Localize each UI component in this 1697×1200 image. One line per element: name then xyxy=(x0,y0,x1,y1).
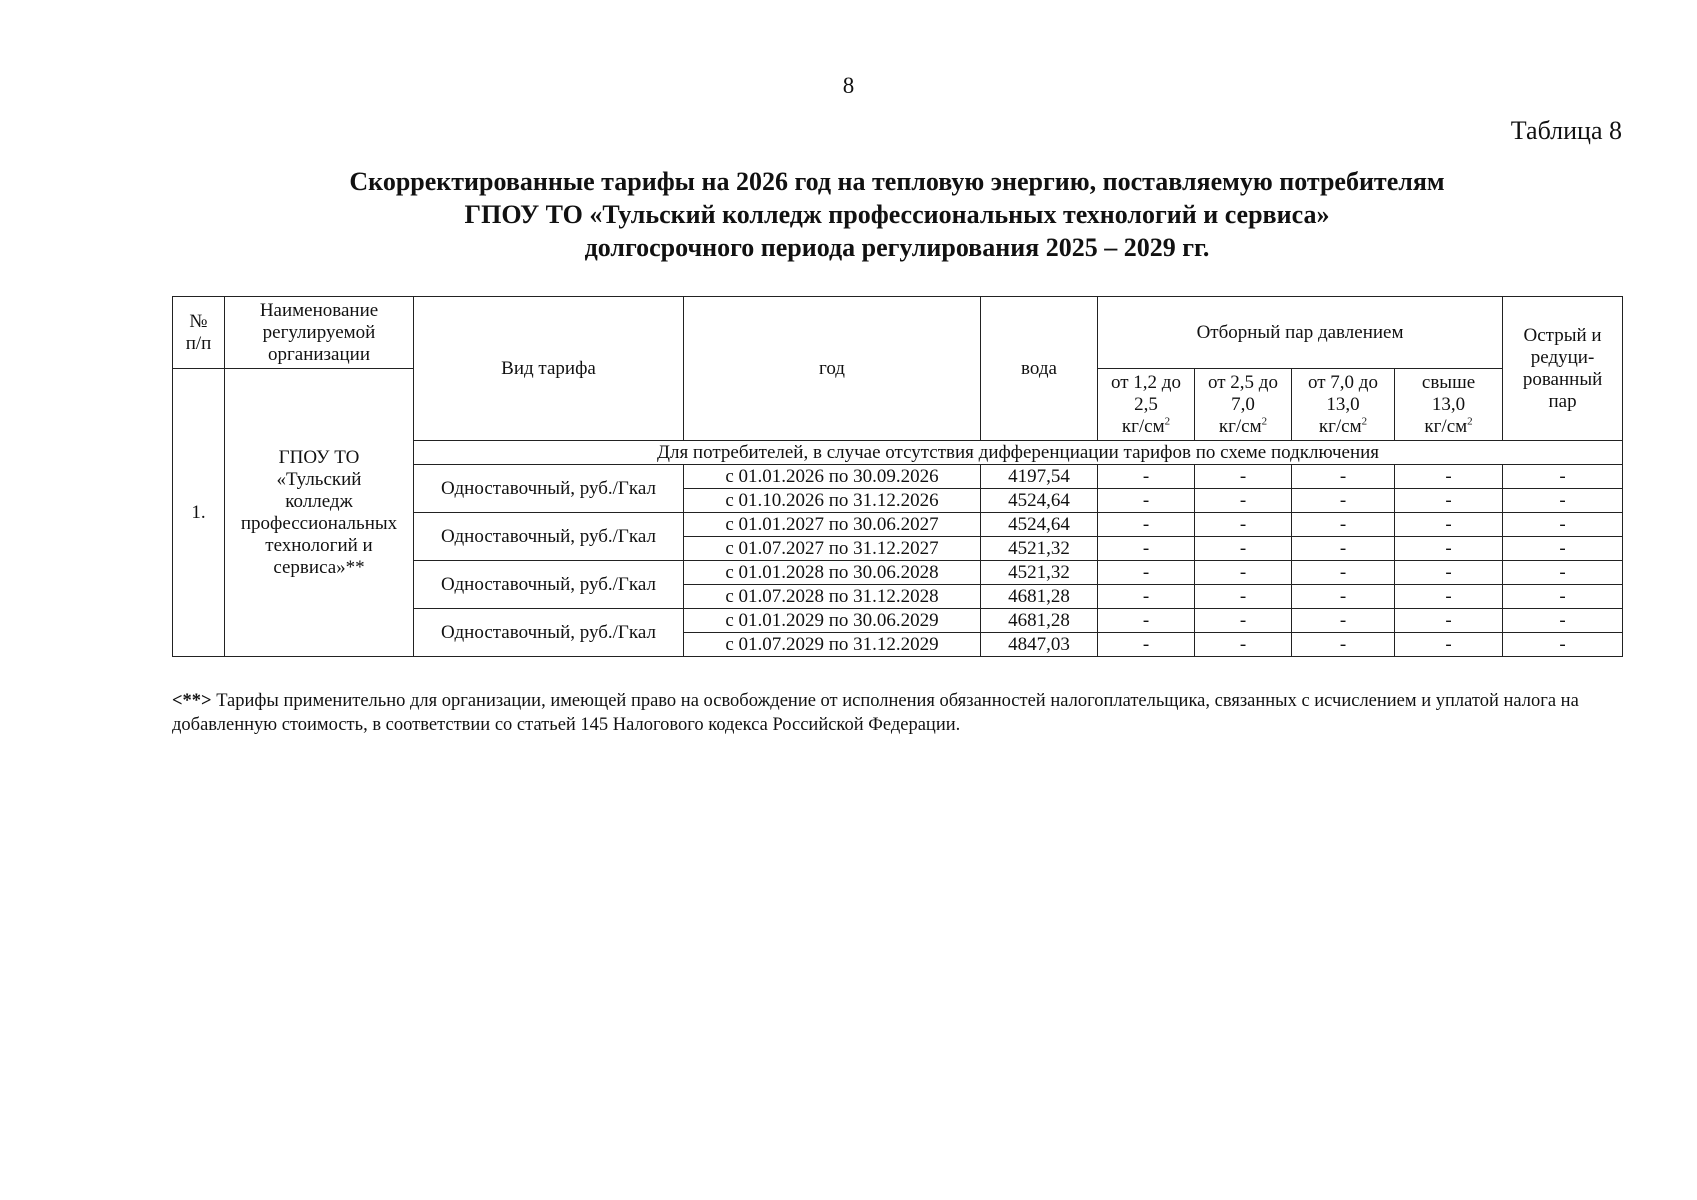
steam-1-cell: - xyxy=(1098,465,1195,489)
sharp-steam-cell: - xyxy=(1503,513,1623,537)
tariff-type-cell: Одноставочный, руб./Гкал xyxy=(414,513,684,561)
steam-2-unit-sup: 2 xyxy=(1261,415,1268,428)
water-cell: 4521,32 xyxy=(981,537,1098,561)
steam-4-cell: - xyxy=(1395,465,1503,489)
steam-4-line-1: свыше xyxy=(1421,371,1476,393)
steam-3-cell: - xyxy=(1292,561,1395,585)
header-org-line-2: регулируемой xyxy=(262,321,376,343)
steam-3-line-3 xyxy=(1295,416,1391,438)
steam-2-line-1: от 2,5 до xyxy=(1208,371,1278,393)
steam-3-line-2: 13,0 xyxy=(1326,393,1360,415)
header-steam-3 xyxy=(1292,369,1395,441)
tariff-type-cell: Одноставочный, руб./Гкал xyxy=(414,561,684,609)
sharp-steam-cell: - xyxy=(1503,609,1623,633)
steam-1-line-3 xyxy=(1101,416,1191,438)
water-cell: 4681,28 xyxy=(981,609,1098,633)
header-sharp-line-3: рованный xyxy=(1522,368,1603,390)
header-org-line-1: Наименование xyxy=(259,299,379,321)
period-cell: с 01.07.2028 по 31.12.2028 xyxy=(684,585,981,609)
water-cell: 4521,32 xyxy=(981,561,1098,585)
tariff-type-cell: Одноставочный, руб./Гкал xyxy=(414,609,684,657)
header-org-line-3: организации xyxy=(267,343,370,365)
steam-1-line-2: 2,5 xyxy=(1134,393,1158,415)
steam-2-cell: - xyxy=(1195,633,1292,657)
sharp-steam-cell: - xyxy=(1503,465,1623,489)
period-cell: с 01.01.2027 по 30.06.2027 xyxy=(684,513,981,537)
steam-2-cell: - xyxy=(1195,609,1292,633)
steam-3-unit-sup: 2 xyxy=(1361,415,1368,428)
steam-4-cell: - xyxy=(1395,561,1503,585)
header-year: год xyxy=(684,297,981,441)
steam-2-line-3 xyxy=(1198,416,1288,438)
page-number: 8 xyxy=(842,73,855,98)
footnote-mark: <**> xyxy=(172,691,212,711)
steam-4-cell: - xyxy=(1395,513,1503,537)
steam-1-unit: кг/см xyxy=(1121,415,1165,437)
header-sharp-line-4: пар xyxy=(1548,390,1577,412)
steam-4-line-2: 13,0 xyxy=(1431,393,1466,415)
sharp-steam-cell: - xyxy=(1503,585,1623,609)
steam-3-cell: - xyxy=(1292,633,1395,657)
steam-3-cell: - xyxy=(1292,609,1395,633)
period-cell: с 01.07.2027 по 31.12.2027 xyxy=(684,537,981,561)
table-label: Таблица 8 xyxy=(1510,116,1622,145)
steam-4-cell: - xyxy=(1395,585,1503,609)
steam-4-unit: кг/см xyxy=(1424,415,1468,437)
water-cell: 4847,03 xyxy=(981,633,1098,657)
water-cell: 4524,64 xyxy=(981,489,1098,513)
steam-4-cell: - xyxy=(1395,489,1503,513)
org-line-2: «Тульский xyxy=(276,468,362,490)
steam-2-cell: - xyxy=(1195,585,1292,609)
header-org xyxy=(225,297,414,369)
section-label: Для потребителей, в случае отсутствия дифференциации тарифов по схеме подключения xyxy=(414,441,1623,465)
period-cell: с 01.07.2029 по 31.12.2029 xyxy=(684,633,981,657)
header-steam-2 xyxy=(1195,369,1292,441)
header-num-line-2: п/п xyxy=(185,332,212,354)
period-cell: с 01.01.2026 по 30.09.2026 xyxy=(684,465,981,489)
header-water: вода xyxy=(981,297,1098,441)
header-sharp-steam xyxy=(1503,297,1623,441)
steam-4-cell: - xyxy=(1395,633,1503,657)
sharp-steam-cell: - xyxy=(1503,633,1623,657)
steam-1-cell: - xyxy=(1098,585,1195,609)
org-line-1: ГПОУ ТО xyxy=(278,446,360,468)
water-cell: 4681,28 xyxy=(981,585,1098,609)
header-steam-4 xyxy=(1395,369,1503,441)
steam-1-line-1: от 1,2 до xyxy=(1111,371,1181,393)
footnote-text: Тарифы применительно для организации, имеющей право на освобождение от исполнения обязанностей налогоплательщика, связанных с исчислением и уплатой налога на добавленную стоимость, в соответствии со статьей 145 Налогового кодекса Российской Федерации. xyxy=(172,691,1579,735)
header-sharp-line-1: Острый и xyxy=(1523,324,1602,346)
tariff-type-cell: Одноставочный, руб./Гкал xyxy=(414,465,684,513)
row-number-cell: 1. xyxy=(173,369,225,657)
header-num-line-1: № xyxy=(189,310,208,332)
steam-1-cell: - xyxy=(1098,489,1195,513)
footnote xyxy=(172,689,1632,737)
header-tariff-type: Вид тарифа xyxy=(414,297,684,441)
water-cell: 4197,54 xyxy=(981,465,1098,489)
steam-1-unit-sup: 2 xyxy=(1164,415,1171,428)
org-line-3: колледж xyxy=(285,490,353,512)
steam-1-cell: - xyxy=(1098,513,1195,537)
period-cell: с 01.01.2029 по 30.06.2029 xyxy=(684,609,981,633)
steam-3-line-1: от 7,0 до xyxy=(1308,371,1378,393)
steam-1-cell: - xyxy=(1098,633,1195,657)
steam-1-cell: - xyxy=(1098,609,1195,633)
steam-4-cell: - xyxy=(1395,537,1503,561)
steam-2-cell: - xyxy=(1195,465,1292,489)
period-cell: с 01.10.2026 по 31.12.2026 xyxy=(684,489,981,513)
organization-cell xyxy=(225,369,414,657)
steam-4-line-3 xyxy=(1398,416,1499,438)
title-line-3: долгосрочного периода регулирования 2025 – 2029 гг. xyxy=(584,233,1210,262)
title-line-1: Скорректированные тарифы на 2026 год на тепловую энергию, поставляемую потребителям xyxy=(349,167,1445,196)
header-sharp-line-2: редуци- xyxy=(1530,346,1595,368)
period-cell: с 01.01.2028 по 30.06.2028 xyxy=(684,561,981,585)
document-title xyxy=(172,165,1622,264)
org-line-4: профессиональных xyxy=(240,512,398,534)
steam-2-cell: - xyxy=(1195,537,1292,561)
steam-2-line-2: 7,0 xyxy=(1231,393,1255,415)
steam-2-unit: кг/см xyxy=(1218,415,1262,437)
steam-2-cell: - xyxy=(1195,561,1292,585)
steam-3-cell: - xyxy=(1292,513,1395,537)
header-steam-1 xyxy=(1098,369,1195,441)
steam-3-cell: - xyxy=(1292,465,1395,489)
steam-3-cell: - xyxy=(1292,489,1395,513)
sharp-steam-cell: - xyxy=(1503,489,1623,513)
steam-3-unit: кг/см xyxy=(1318,415,1362,437)
steam-2-cell: - xyxy=(1195,513,1292,537)
org-line-5: технологий и xyxy=(265,534,373,556)
steam-4-cell: - xyxy=(1395,609,1503,633)
steam-1-cell: - xyxy=(1098,537,1195,561)
header-steam-group: Отборный пар давлением xyxy=(1098,297,1503,369)
steam-3-cell: - xyxy=(1292,537,1395,561)
steam-4-unit-sup: 2 xyxy=(1467,415,1473,428)
org-line-6: сервиса»** xyxy=(273,556,365,578)
sharp-steam-cell: - xyxy=(1503,537,1623,561)
sharp-steam-cell: - xyxy=(1503,561,1623,585)
steam-2-cell: - xyxy=(1195,489,1292,513)
tariff-table xyxy=(172,296,1623,657)
steam-3-cell: - xyxy=(1292,585,1395,609)
title-line-2: ГПОУ ТО «Тульский колледж профессиональных технологий и сервиса» xyxy=(464,200,1330,229)
water-cell: 4524,64 xyxy=(981,513,1098,537)
steam-1-cell: - xyxy=(1098,561,1195,585)
header-num xyxy=(173,297,225,369)
